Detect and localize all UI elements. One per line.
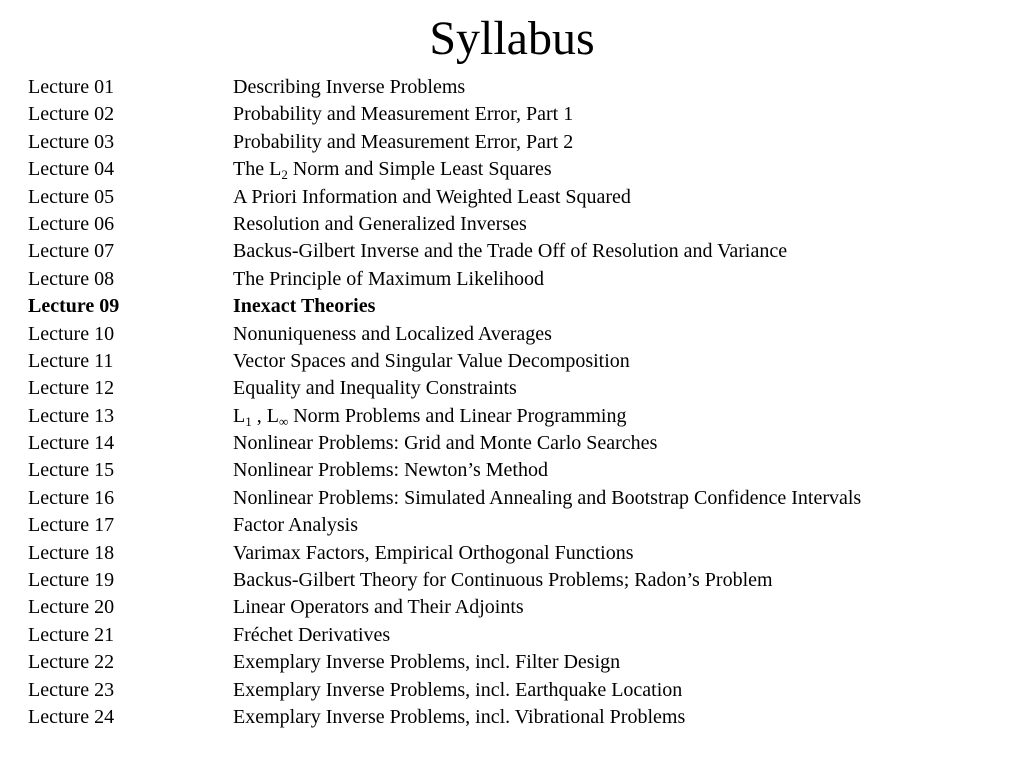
lecture-row [28, 485, 1008, 512]
topic-text: Nonlinear Problems: Simulated Annealing and Bootstrap Confidence Intervals [233, 486, 862, 509]
lecture-row [28, 129, 1008, 156]
lecture-topic [233, 74, 465, 101]
lecture-topic [233, 457, 548, 484]
topic-text: Norm and Simple Least Squares [287, 158, 552, 181]
lecture-topic [233, 485, 861, 512]
lecture-row [28, 649, 1008, 676]
lecture-topic [233, 211, 527, 238]
topic-text: A Priori Information and Weighted Least Squared [233, 185, 631, 208]
lecture-number: Lecture 01 [28, 76, 115, 98]
lecture-topic [233, 594, 524, 621]
topic-text: Probability and Measurement Error, Part 2 [233, 130, 574, 153]
lecture-topic [233, 266, 544, 293]
lecture-topic [233, 238, 787, 265]
lecture-row [28, 101, 1008, 128]
lecture-number: Lecture 23 [28, 678, 115, 701]
subscript: 2 [281, 167, 288, 183]
topic-text: Nonlinear Problems: Grid and Monte Carlo Searches [233, 432, 658, 455]
topic-text: Factor Analysis [233, 514, 358, 537]
subscript: 1 [245, 413, 252, 429]
topic-text: The Principle of Maximum Likelihood [233, 267, 545, 290]
lecture-number: Lecture 08 [28, 267, 115, 290]
lecture-topic [233, 101, 573, 128]
lecture-number: Lecture 06 [28, 212, 115, 235]
lecture-number: Lecture 22 [28, 651, 115, 674]
lecture-number: Lecture 12 [28, 377, 115, 400]
lecture-topic [233, 403, 627, 430]
topic-text: Fréchet Derivatives [233, 623, 391, 646]
lecture-number: Lecture 10 [28, 322, 115, 345]
lecture-row [28, 457, 1008, 484]
lecture-topic [233, 348, 630, 375]
topic-text: Probability and Measurement Error, Part 1 [233, 103, 574, 126]
lecture-number: Lecture 05 [28, 185, 115, 208]
topic-text: Equality and Inequality Constraints [233, 377, 517, 400]
topic-text: Nonuniqueness and Localized Averages [233, 322, 552, 345]
lecture-topic [233, 540, 633, 567]
topic-text: Vector Spaces and Singular Value Decomposition [233, 349, 630, 372]
topic-text: , L [251, 404, 279, 427]
lecture-topic [233, 375, 517, 402]
topic-text: Inexact Theories [233, 295, 376, 318]
lecture-topic [233, 649, 620, 676]
lecture-row [28, 156, 1008, 183]
topic-text: Exemplary Inverse Problems, incl. Earthquake Location [233, 678, 683, 701]
lecture-number: Lecture 04 [28, 158, 115, 181]
lecture-row [28, 512, 1008, 539]
lecture-number: Lecture 02 [28, 103, 115, 126]
lecture-row [28, 375, 1008, 402]
lecture-row [28, 430, 1008, 457]
lecture-row [28, 348, 1008, 375]
lecture-topic [233, 293, 375, 320]
lecture-number: Lecture 09 [28, 295, 120, 318]
lecture-row [28, 266, 1008, 293]
lecture-row [28, 540, 1008, 567]
topic-text: Norm Problems and Linear Programming [288, 404, 627, 427]
topic-text: Resolution and Generalized Inverses [233, 212, 527, 235]
subscript: ∞ [278, 413, 289, 429]
lecture-topic [233, 156, 552, 183]
topic-text: Exemplary Inverse Problems, incl. Filter Design [233, 651, 621, 674]
lecture-number: Lecture 03 [28, 130, 115, 153]
page-title: Syllabus [429, 12, 595, 65]
lecture-row [28, 704, 1008, 731]
lecture-row [28, 403, 1008, 430]
topic-text: Describing Inverse Problems [233, 76, 466, 98]
lecture-number: Lecture 07 [28, 240, 115, 263]
lecture-number: Lecture 13 [28, 404, 115, 427]
lecture-topic [233, 704, 685, 731]
lecture-number: Lecture 17 [28, 514, 115, 537]
lecture-row [28, 567, 1008, 594]
lecture-number: Lecture 24 [28, 705, 115, 728]
lecture-row [28, 321, 1008, 348]
lecture-number: Lecture 18 [28, 541, 115, 564]
lecture-row [28, 293, 1008, 320]
lecture-number: Lecture 11 [28, 349, 114, 372]
topic-text: Exemplary Inverse Problems, incl. Vibrational Problems [233, 705, 686, 728]
lecture-topic [233, 321, 552, 348]
lecture-row [28, 594, 1008, 621]
topic-text: Backus-Gilbert Theory for Continuous Problems; Radon’s Problem [233, 569, 773, 592]
lecture-row [28, 211, 1008, 238]
topic-text: Varimax Factors, Empirical Orthogonal Functions [233, 541, 634, 564]
lecture-list [28, 74, 1008, 731]
lecture-topic [233, 622, 390, 649]
lecture-row [28, 184, 1008, 211]
lecture-topic [233, 512, 358, 539]
lecture-topic [233, 677, 682, 704]
topic-text: Nonlinear Problems: Newton’s Method [233, 459, 548, 482]
lecture-number: Lecture 19 [28, 569, 115, 592]
lecture-row [28, 238, 1008, 265]
lecture-topic [233, 184, 631, 211]
lecture-number: Lecture 16 [28, 486, 115, 509]
lecture-row [28, 74, 1008, 101]
lecture-number: Lecture 20 [28, 596, 115, 619]
lecture-topic [233, 129, 573, 156]
lecture-number: Lecture 15 [28, 459, 115, 482]
topic-text: Backus-Gilbert Inverse and the Trade Off of Resolution and Variance [233, 240, 788, 263]
lecture-topic [233, 567, 773, 594]
topic-text: L [233, 404, 246, 427]
lecture-number: Lecture 14 [28, 432, 115, 455]
topic-text: The L [233, 158, 282, 181]
lecture-number: Lecture 21 [28, 623, 115, 646]
topic-text: Linear Operators and Their Adjoints [233, 596, 524, 619]
lecture-row [28, 622, 1008, 649]
lecture-row [28, 677, 1008, 704]
lecture-topic [233, 430, 657, 457]
